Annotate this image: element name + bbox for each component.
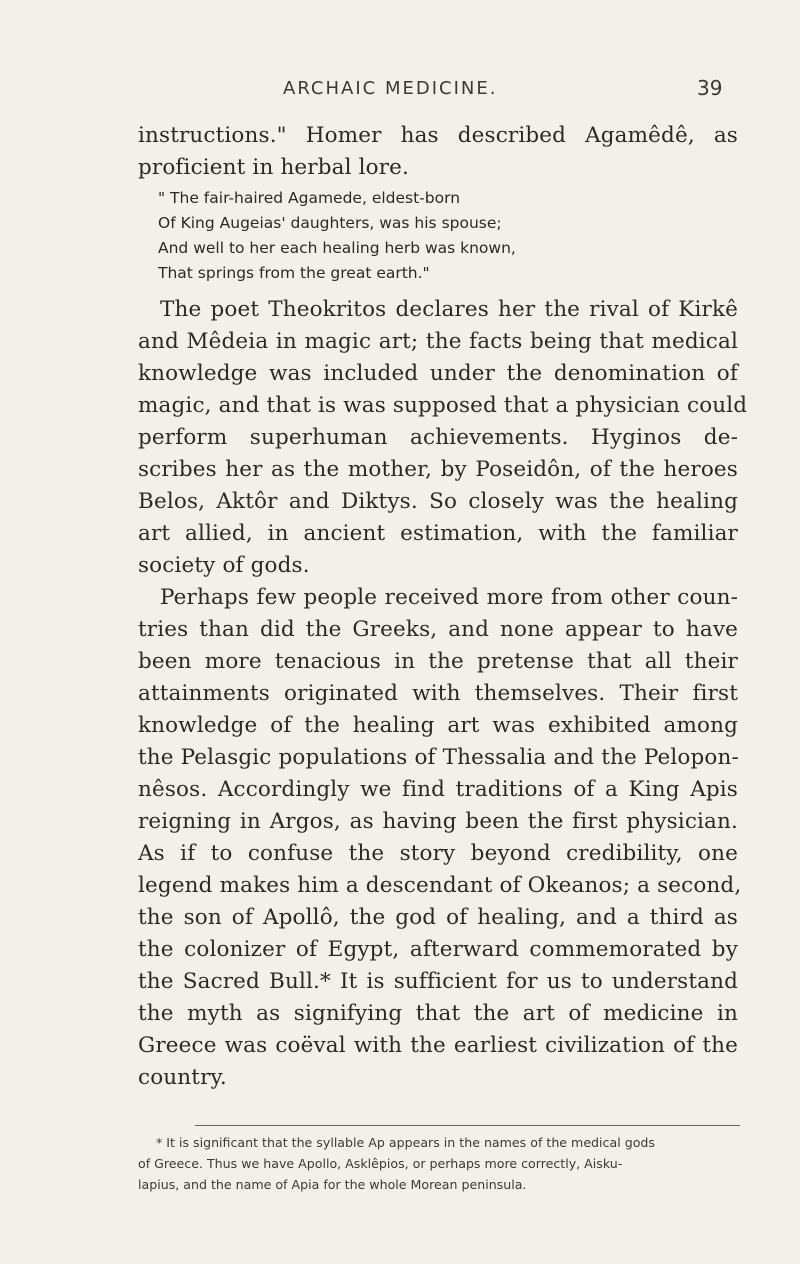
footnote-rule — [195, 1125, 740, 1126]
text-line: reigning in Argos, as having been the first physician. — [138, 809, 738, 834]
text-line: the son of Apollô, the god of healing, and a third as — [138, 905, 738, 930]
verse-line: Of King Augeias' daughters, was his spouse; — [158, 214, 502, 232]
text-line: and Mêdeia in magic art; the facts being that medical — [138, 329, 738, 354]
text-line: perform superhuman achievements. Hyginos de- — [138, 425, 738, 450]
text-line: the Pelasgic populations of Thessalia and the Pelopon- — [138, 745, 739, 770]
verse-line: And well to her each healing herb was known, — [158, 239, 516, 257]
running-title: ARCHAIC MEDICINE. — [283, 78, 498, 99]
text-line: the myth as signifying that the art of medicine in — [138, 1001, 738, 1026]
text-line: been more tenacious in the pretense that all their — [138, 649, 738, 674]
text-line: society of gods. — [138, 553, 310, 578]
paragraph-greeks — [138, 582, 742, 1094]
text-line: knowledge of the healing art was exhibited among — [138, 713, 738, 738]
text-line: legend makes him a descendant of Okeanos; a second, — [138, 873, 742, 898]
text-line: The poet Theokritos declares her the rival of Kirkê — [160, 297, 738, 322]
text-line: Belos, Aktôr and Diktys. So closely was the healing — [138, 489, 738, 514]
footnote-line: * It is significant that the syllable Ap appears in the names of the medical gods — [156, 1135, 655, 1150]
text-line: Greece was coëval with the earliest civilization of the — [138, 1033, 738, 1058]
text-line: nêsos. Accordingly we find traditions of a King Apis — [138, 777, 738, 802]
footnote-line: of Greece. Thus we have Apollo, Asklêpios, or perhaps more correctly, Aisku- — [138, 1156, 623, 1171]
running-head — [0, 78, 800, 106]
verse-quotation — [158, 186, 738, 286]
paragraph-theokritos — [138, 294, 748, 582]
text-line: Perhaps few people received more from other coun- — [160, 585, 738, 610]
text-line: As if to confuse the story beyond credibility, one — [138, 841, 738, 866]
text-line: the colonizer of Egypt, afterward commemorated by — [138, 937, 738, 962]
text-line: the Sacred Bull.* It is sufficient for us to understand — [138, 969, 738, 994]
text-line: tries than did the Greeks, and none appear to have — [138, 617, 738, 642]
text-line: proficient in herbal lore. — [138, 155, 410, 180]
text-line: knowledge was included under the denomination of — [138, 361, 738, 386]
footnote — [138, 1132, 738, 1195]
text-line: art allied, in ancient estimation, with the familiar — [138, 521, 738, 546]
verse-line: That springs from the great earth." — [158, 264, 430, 282]
text-line: attainments originated with themselves. Their first — [138, 681, 738, 706]
verse-line: " The fair-haired Agamede, eldest-born — [158, 189, 461, 207]
text-line: instructions." Homer has described Agamêdê, as — [138, 123, 738, 148]
page-number: 39 — [697, 76, 723, 100]
main-text — [138, 120, 748, 1094]
text-line: scribes her as the mother, by Poseidôn, of the heroes — [138, 457, 738, 482]
footnote-line: lapius, and the name of Apia for the whole Morean peninsula. — [138, 1177, 527, 1192]
text-line: country. — [138, 1065, 227, 1090]
text-line: magic, and that is was supposed that a physician could — [138, 393, 748, 418]
